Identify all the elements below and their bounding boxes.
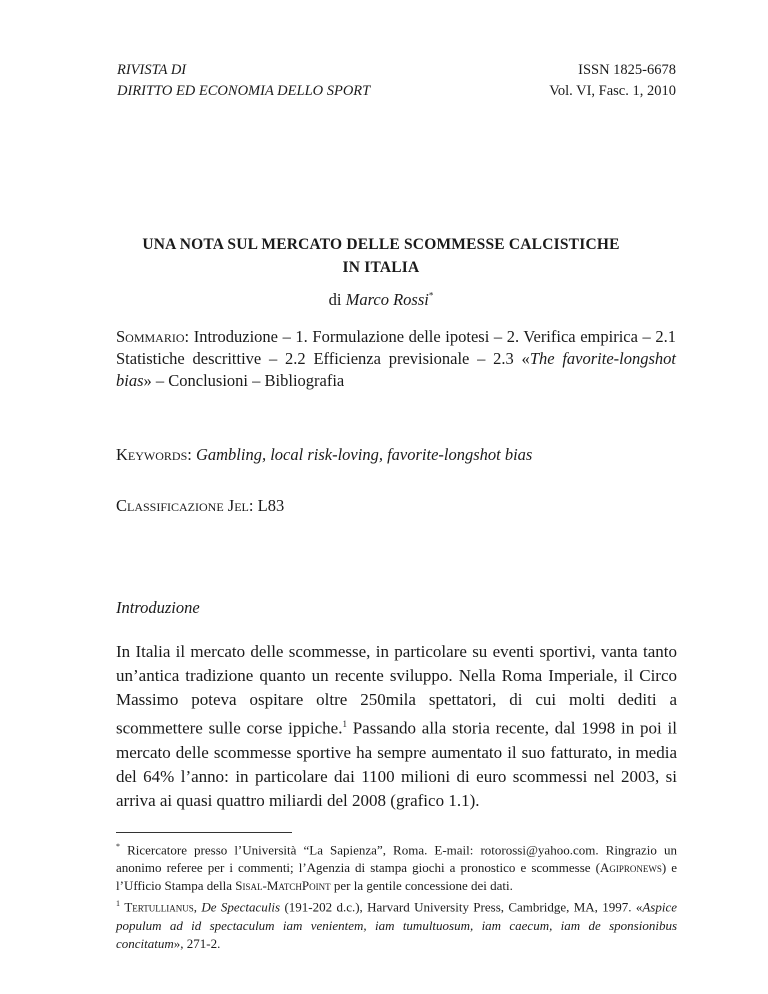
footnote-1-text-c: », 271-2. [173,935,221,951]
footnote-author [116,838,677,895]
summary [116,326,676,392]
article-title-line1: UNA NOTA SUL MERCATO DELLE SCOMMESSE CALCISTICHE [142,236,620,253]
journal-name [117,60,370,102]
summary-text-italic: The favorite-longshot bias [116,349,676,390]
jel-value: L83 [257,496,285,515]
volume-info: Vol. VI, Fasc. 1, 2010 [549,83,676,99]
jel-label: Classificazione Jel [116,496,249,515]
footnote-author-text-b: ) e l’Ufficio Stampa della [116,860,677,894]
author-footnote-mark[interactable]: * [428,290,434,301]
footnote-1-author: Tertullianus [124,899,194,915]
footnote-1-text-a: , [193,899,202,915]
author-prefix: di [328,290,346,309]
body-text-part1: In Italia il mercato delle scommesse, in particolare su eventi sportivi, vanta tanto un’antica tradizione quanto un recente sviluppo. Nella Roma Imperiale, il Circo Massimo poteva ospitare oltre 250mila spettatori, di cui molti dediti a scommettere sulle corse ippiche. [116,642,677,738]
issue-info [549,60,676,102]
jel-classification [116,496,284,516]
summary-text-2: » – Conclusioni – Bibliografia [143,371,345,390]
footnote-divider [116,832,292,833]
author-line [100,290,662,310]
jel-separator: : [248,496,258,515]
article-title [100,233,662,279]
footnote-author-text-a: Ricercatore presso l’Università “La Sapienza”, Roma. E-mail: rotorossi@yahoo.com. Ringrazio un anonimo referee per i commenti; l’Agenzia di stampa giochi a pronostico e scommesse ( [116,842,677,876]
footnote-author-text-c: per la gentile concessione dei dati. [330,878,513,894]
section-heading: Introduzione [116,598,200,617]
footnotes [116,838,677,953]
journal-name-line2: DIRITTO ED ECONOMIA DELLO SPORT [117,83,371,99]
keywords-separator: : [187,445,196,464]
author-name: Marco Rossi [345,290,429,309]
footnote-author-sisal: Sisal-MatchPoint [235,878,331,894]
footnote-author-agipronews: Agipronews [599,860,662,876]
issn: ISSN 1825-6678 [578,62,676,78]
keywords-label: Keywords [116,445,188,464]
footnote-author-mark: * [116,842,120,851]
summary-text-1: : Introduzione – 1. Formulazione delle ipotesi – 2. Verifica empirica – 2.1 Statistiche descrittive – 2.2 Efficienza previsionale – 2.3 « [116,327,676,368]
keywords [116,445,532,465]
footnote-ref-1[interactable]: 1 [342,719,347,729]
body-paragraph [116,640,677,813]
footnote-1 [116,895,677,952]
summary-label: Sommario [116,327,185,346]
body-text-part2: Passando alla storia recente, dal 1998 in poi il mercato delle scommesse sportive ha sempre aumentato il suo fatturato, in media del 64% l’anno: in particolare dai 1100 milioni di euro scommessi nel 2003, si arriva ai quasi quattro miliardi del 2008 (grafico 1.1). [116,718,677,810]
footnote-1-quote: Aspice populum ad id spectaculum iam venientem, iam tumultuosum, iam caecum, iam de sponsionibus concitatum [116,899,678,951]
footnote-1-text-b: (191-202 d.c.), Harvard University Press, Cambridge, MA, 1997. « [280,899,643,915]
footnote-1-mark: 1 [116,899,120,909]
article-title-line2: IN ITALIA [342,259,420,276]
footnote-1-work: De Spectaculis [201,899,281,915]
journal-name-line1: RIVISTA DI [117,62,187,78]
keywords-value: Gambling, local risk-loving, favorite-longshot bias [195,445,533,464]
